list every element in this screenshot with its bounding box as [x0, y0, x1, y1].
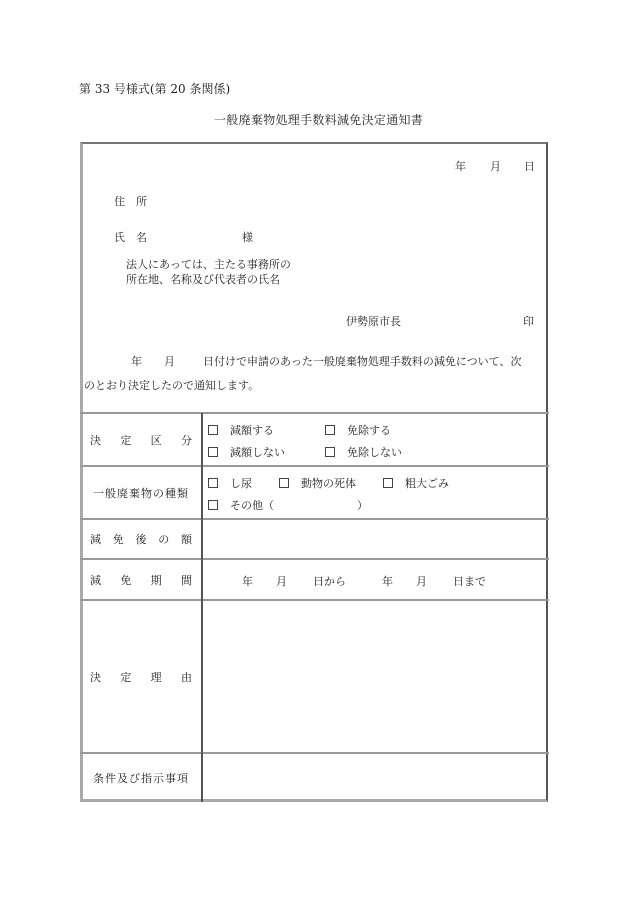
date-month: 月 — [490, 160, 501, 173]
option-no-reduce[interactable] — [208, 444, 285, 460]
corporate-note-line2: 所在地、名称及び代表者の氏名 — [126, 273, 280, 286]
body-line2: のとおり決定したので通知します。 — [84, 379, 260, 392]
label-char: 由 — [180, 670, 192, 684]
name-label: 氏 名 — [114, 231, 147, 244]
period-from-month: 月 — [276, 575, 287, 588]
amount-after-field[interactable] — [203, 520, 547, 558]
option-label: 減額しない — [230, 446, 285, 459]
checkbox[interactable] — [325, 425, 335, 435]
option-label: 粗大ごみ — [405, 477, 449, 490]
corporate-note-line1: 法人にあっては、主たる事務所の — [126, 258, 291, 271]
label-char: 定 — [120, 433, 132, 447]
checkbox[interactable] — [208, 500, 218, 510]
label-char: 後 — [135, 533, 147, 546]
label-char: 免 — [112, 533, 124, 546]
option-label: 減額する — [230, 424, 274, 437]
date-year: 年 — [455, 160, 466, 173]
option-bulky-waste[interactable] — [383, 475, 449, 491]
honorific: 様 — [242, 231, 253, 244]
label-char: 分 — [180, 433, 192, 447]
decision-type-label — [82, 414, 200, 465]
conditions-field[interactable] — [203, 754, 547, 801]
checkbox[interactable] — [383, 478, 393, 488]
option-exempt[interactable] — [325, 422, 391, 438]
label-char: 額 — [181, 533, 192, 546]
body-line1: 日付けで申請のあった一般廃棄物処理手数料の減免について、次 — [203, 355, 522, 368]
label-char: 減 — [90, 573, 101, 587]
label-char: 理 — [150, 670, 162, 684]
other-close-paren: ） — [357, 499, 368, 512]
option-label: 免除しない — [347, 446, 402, 459]
option-reduce[interactable] — [208, 422, 274, 438]
period-from-year: 年 — [242, 575, 253, 588]
seal-mark: 印 — [523, 315, 534, 328]
label-char: 定 — [120, 670, 132, 684]
label-char: 決 — [90, 433, 101, 447]
form-number: 第 33 号様式(第 20 条関係) — [79, 82, 231, 96]
option-label: し尿 — [230, 477, 252, 490]
period-to-day: 日まで — [453, 575, 486, 588]
issuer: 伊勢原市長 — [346, 315, 401, 328]
reason-field[interactable] — [203, 601, 547, 752]
document-title: 一般廃棄物処理手数料減免決定通知書 — [214, 113, 424, 127]
checkbox[interactable] — [279, 478, 289, 488]
option-label: その他（ — [230, 499, 274, 512]
option-label: 動物の死体 — [301, 477, 356, 490]
label-char: 決 — [90, 670, 101, 684]
period-label — [82, 560, 200, 599]
reason-label — [82, 601, 200, 752]
waste-type-label: 一般廃棄物の種類 — [93, 486, 189, 500]
label-char: 区 — [150, 433, 162, 447]
amount-after-label — [82, 520, 200, 558]
body-year: 年 — [131, 355, 142, 368]
option-night-soil[interactable] — [208, 475, 252, 491]
label-char: の — [158, 533, 170, 546]
option-no-exempt[interactable] — [325, 444, 402, 460]
address-label: 住 所 — [114, 195, 147, 208]
body-month: 月 — [164, 355, 175, 368]
label-char: 期 — [150, 573, 162, 587]
label-char: 免 — [120, 573, 132, 587]
period-from-day: 日から — [313, 575, 346, 588]
checkbox[interactable] — [208, 478, 218, 488]
checkbox[interactable] — [325, 447, 335, 457]
checkbox[interactable] — [208, 425, 218, 435]
label-char: 減 — [90, 533, 101, 546]
option-label: 免除する — [347, 424, 391, 437]
option-other[interactable] — [208, 497, 274, 513]
label-char: 間 — [180, 573, 192, 587]
conditions-label: 条件及び指示事項 — [93, 771, 189, 785]
date-day: 日 — [524, 160, 535, 173]
period-to-year: 年 — [382, 575, 393, 588]
option-animal-carcass[interactable] — [279, 475, 356, 491]
period-to-month: 月 — [416, 575, 427, 588]
checkbox[interactable] — [208, 447, 218, 457]
